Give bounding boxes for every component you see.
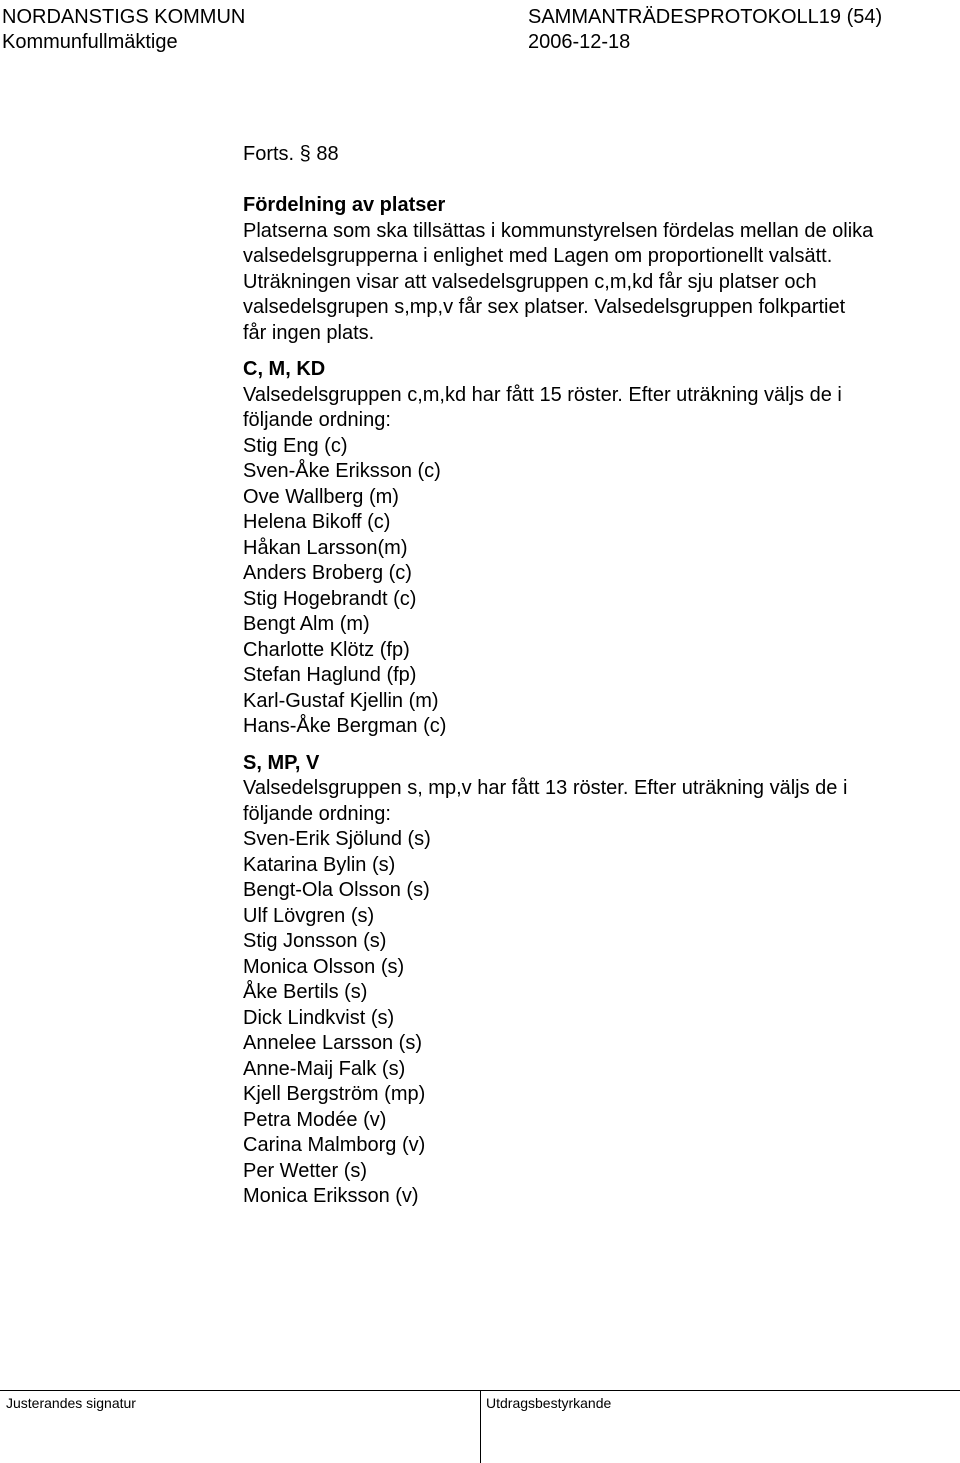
list-item: Monica Eriksson (v) — [243, 1185, 419, 1207]
list-item: Per Wetter (s) — [243, 1159, 368, 1182]
footer-signature-label: Justerandes signatur — [6, 1395, 136, 1411]
intro-line: Uträkningen visar att valsedelsgruppen c,m,kd får sju platser och — [243, 270, 817, 293]
member-list — [243, 434, 933, 740]
list-item: Helena Bikoff (c) — [243, 511, 391, 533]
intro-line: valsedelsgrupperna i enlighet med Lagen om proportionellt valsätt. — [243, 245, 833, 267]
footer-divider — [480, 1390, 481, 1463]
group-heading: S, MP, V — [243, 751, 320, 774]
list-item: Håkan Larsson(m) — [243, 536, 408, 559]
list-item: Stig Eng (c) — [243, 434, 348, 457]
group-text-line: Valsedelsgruppen c,m,kd har fått 15 röster. Efter uträkning väljs de i — [243, 383, 842, 406]
spacer — [243, 168, 933, 194]
list-item: Karl-Gustaf Kjellin (m) — [243, 689, 439, 712]
list-item: Petra Modée (v) — [243, 1108, 387, 1131]
list-item: Dick Lindkvist (s) — [243, 1006, 395, 1029]
list-item: Stefan Haglund (fp) — [243, 664, 417, 686]
list-item: Stig Jonsson (s) — [243, 930, 387, 952]
group-text-line: följande ordning: — [243, 802, 391, 825]
member-list — [243, 827, 933, 1210]
group-text-line: Valsedelsgruppen s, mp,v har fått 13 röster. Efter uträkning väljs de i — [243, 777, 848, 799]
footer-attestation-label: Utdragsbestyrkande — [486, 1395, 612, 1411]
intro-line: får ingen plats. — [243, 321, 375, 344]
header-date: 2006-12-18 — [528, 31, 631, 53]
list-item: Stig Hogebrandt (c) — [243, 587, 417, 610]
intro-line: Platserna som ska tillsättas i kommunstyrelsen fördelas mellan de olika — [243, 219, 874, 242]
list-item: Ove Wallberg (m) — [243, 485, 399, 508]
header-body-name: Kommunfullmäktige — [2, 31, 178, 53]
list-item: Hans-Åke Bergman (c) — [243, 715, 447, 737]
list-item: Anne-Maij Falk (s) — [243, 1057, 406, 1080]
list-item: Åke Bertils (s) — [243, 981, 368, 1003]
intro-paragraph — [243, 219, 933, 347]
section-continuation: Forts. § 88 — [243, 143, 339, 165]
section-title: Fördelning av platser — [243, 194, 446, 216]
list-item: Bengt-Ola Olsson (s) — [243, 879, 430, 901]
list-item: Charlotte Klötz (fp) — [243, 638, 410, 661]
intro-line: valsedelsgrupen s,mp,v får sex platser. Valsedelsgruppen folkpartiet — [243, 296, 846, 318]
list-item: Bengt Alm (m) — [243, 613, 370, 635]
header-organization: NORDANSTIGS KOMMUN — [2, 6, 246, 28]
header-protocol: SAMMANTRÄDESPROTOKOLL19 (54) — [528, 6, 883, 28]
group-heading: C, M, KD — [243, 358, 326, 380]
list-item: Annelee Larsson (s) — [243, 1032, 422, 1054]
list-item: Sven-Erik Sjölund (s) — [243, 828, 431, 850]
list-item: Ulf Lövgren (s) — [243, 904, 375, 927]
list-item: Kjell Bergström (mp) — [243, 1083, 426, 1105]
document-body — [243, 142, 933, 1210]
list-item: Carina Malmborg (v) — [243, 1134, 426, 1156]
list-item: Monica Olsson (s) — [243, 955, 405, 978]
list-item: Anders Broberg (c) — [243, 562, 412, 584]
list-item: Katarina Bylin (s) — [243, 853, 396, 876]
group-text-line: följande ordning: — [243, 409, 391, 431]
list-item: Sven-Åke Eriksson (c) — [243, 460, 441, 482]
